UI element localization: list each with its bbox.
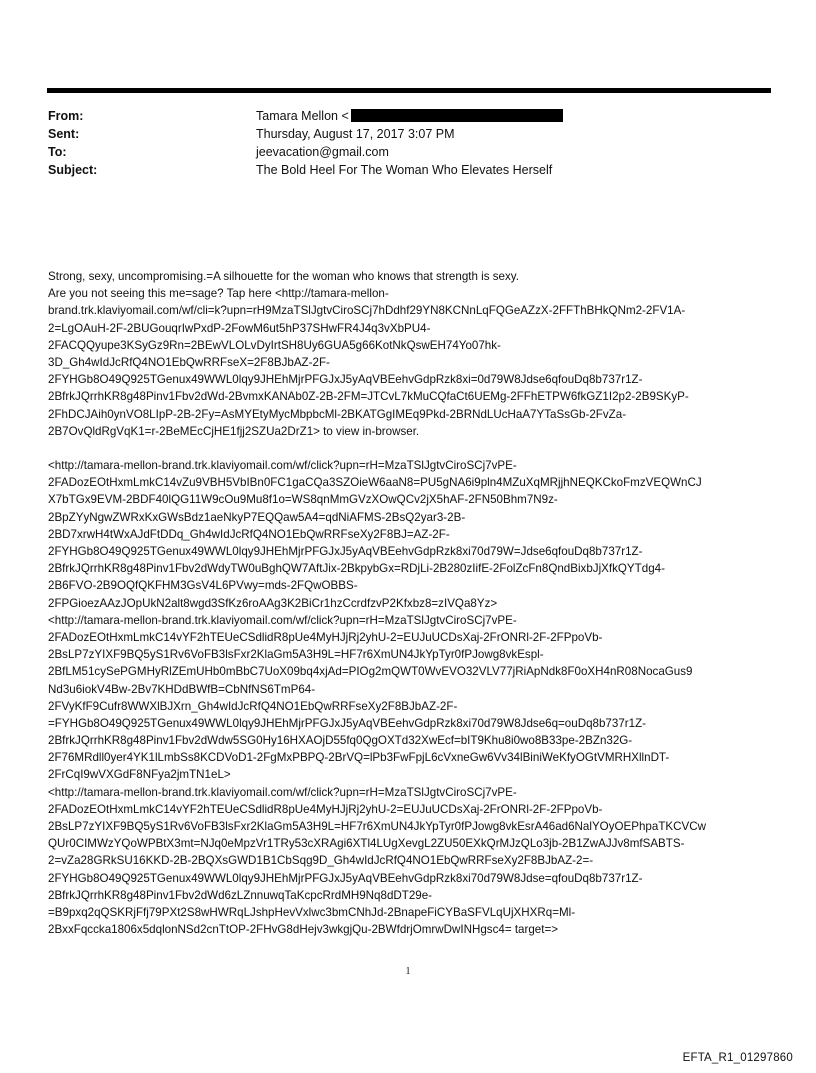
body-text-line: Strong, sexy, uncompromising.=A silhouette for the woman who knows that strength is sexy. — [48, 270, 519, 283]
sent-row — [48, 125, 768, 143]
body-text-line: 2BfrkJQrrhKR8g48Pinv1Fbv2dWd-2BvmxKANAb0Z-2B-2FM=JTCvL7kMuCQfaCt6UEMg-2FFhETPW6fkGZ1I2p2-2B9SKyP- — [48, 390, 689, 404]
body-text-line: =FYHGb8O49Q925TGenux49WWL0lqy9JHEhMjrPFGJxJ5yAqVBEehvGdpRzk8xi70d79W8Jdse6q=ouDq8b737r1Z- — [48, 716, 647, 730]
body-text-line: 2FYHGb8O49Q925TGenux49WWL0lqy9JHEhMjrPFGJxJ5yAqVBEehvGdpRzk8xi=0d79W8Jdse6qfouDq8b737r1Z- — [48, 373, 643, 387]
body-text-line: 3D_Gh4wIdJcRfQ4NO1EbQwRRFseX=2F8BJbAZ-2F- — [48, 355, 330, 369]
body-text-line: 2FPGioezAAzJOpUkN2alt8wgd3SfKz6roAAg3K2BiCr1hzCcrdfzvP2Kfxbz8=zIVQa8Yz> — [48, 596, 498, 610]
body-text-line: 2BfrkJQrrhKR8g48Pinv1Fbv2dWdyTW0uBghQW7AftJix-2BkpybGx=RDjLi-2B280zIifE-2FolZcFn8QndBixbJjXfkQYTdg4- — [48, 562, 665, 576]
from-name: Tamara Mellon < — [256, 109, 349, 123]
body-text-line: Nd3u6iokV4Bw-2Bv7KHDdBWfB=CbNfNS6TmP64- — [48, 682, 316, 696]
from-row — [48, 107, 768, 125]
to-label: To: — [48, 145, 67, 159]
body-text-line: brand.trk.klaviyomail.com/wf/cli=k?upn=rH9MzaTSlJgtvCiroSCj7hDdhf29YN8KCNnLqFQGeAZzX-2FFThBHkQNm2-2FV1A- — [48, 304, 686, 318]
body-text-line: 2FACQQyupe3KSyGz9Rn=2BEwVLOLvDyIrtSH8Uy6GUA5g66KotNkQswEH74Yo07hk- — [48, 338, 501, 352]
body-text-line: 2FADozEOtHxmLmkC14vYF2hTEUeCSdlidR8pUe4MyHJjRj2yhU-2=EUJuUCDsXaj-2FrONRl-2F-2FPpoVb- — [48, 630, 603, 644]
email-body — [48, 268, 772, 938]
body-text-line: X7bTGx9EVM-2BDF40lQG11W9cOu9Mu8f1o=WS8qnMmGVzXOwQCv2jX5hAF-2FN50Bhm7N9z- — [48, 493, 558, 507]
body-text-line: 2BfLM51cySePGMHyRlZEmUHb0mBbC7UoX09bq4xjAd=PIOg2mQWT0WvEVO32VLV77jRiApNdk8F0oXH4nR08NocaGus9 — [48, 665, 693, 679]
page-number: 1 — [405, 966, 411, 977]
sent-value: Thursday, August 17, 2017 3:07 PM — [256, 127, 455, 141]
from-value — [256, 107, 768, 125]
paragraph-gap — [48, 440, 772, 457]
email-header — [48, 107, 768, 179]
to-row — [48, 143, 768, 161]
body-text-line: 2=LgOAuH-2F-2BUGouqrIwPxdP-2FowM6ut5hP37SHwFR4J4q3vXbPU4- — [48, 321, 431, 335]
body-text-line: QUr0CIMWzYQoWPBtX3mt=NJq0eMpzVr1TRy53cXRAgi6XTl4LUgXevgL2ZU50EXkQrMJzQLo3jb-2B1ZwAJJv8mfSABTS- — [48, 837, 685, 851]
body-text-line: 2BD7xrwH4tWxAJdFtDDq_Gh4wIdJcRfQ4NO1EbQwRRFseXy2F8BJ=AZ-2F- — [48, 527, 450, 541]
body-text-line: 2BfrkJQrrhKR8g48Pinv1Fbv2dWdw5SG0Hy16HXAOjD55fq0QgOXTd32XwEcf=bIT9Khu8i0wo8B33pe-2BZn32G- — [48, 734, 633, 748]
document-id: EFTA_R1_01297860 — [682, 1052, 793, 1064]
body-text-line: 2BsLP7zYIXF9BQ5yS1Rv6VoFB3lsFxr2KlaGm5A3H9L=HF7r6XmUN4JkYpTyr0fPJowg8vkEspl- — [48, 648, 544, 662]
body-text-line: 2FADozEOtHxmLmkC14vZu9VBH5VbIBn0FC1gaCQa3SZOieW6aaN8=PU5gNA6i9pln4MZuXqMRjjhNEQKCkoFmzVEQWnCJ — [48, 476, 702, 490]
from-label: From: — [48, 109, 84, 123]
body-text-line: 2FYHGb8O49Q925TGenux49WWL0lqy9JHEhMjrPFGJxJ5yAqVBEehvGdpRzk8xi70d79W=Jdse6qfouDq8b737r1Z- — [48, 545, 643, 558]
body-text-line: 2F76MRdll0yer4YK1lLmbSs8KCDVoD1-2FgMxPBPQ-2BrVQ=lPb3FwFpjL6cVxneGw6Vv34lBiniWeKfyOGtVMRHXllnDT- — [48, 751, 670, 765]
body-text-line: 2BsLP7zYIXF9BQ5yS1Rv6VoFB3lsFxr2KlaGm5A3H9L=HF7r6XmUN4JkYpTyr0fPJowg8vkEsrA46ad6NalYOyOEPhpaTKCVCw — [48, 820, 706, 833]
body-text-line: 2B7OvQldRgVqK1=r-2BeMEcCjHE1fjj2SZUa2DrZ1> to view in-browser. — [48, 424, 420, 438]
subject-label: Subject: — [48, 163, 98, 177]
header-divider — [47, 88, 771, 93]
body-text-line: <http://tamara-mellon-brand.trk.klaviyomail.com/wf/click?upn=rH=MzaTSlJgtvCiroSCj7vPE- — [48, 785, 517, 799]
body-text-line: 2BxxFqccka1806x5dqlonNSd2cnTtOP-2FHvG8dHejv3wkgjQu-2BWfdrjOmrwDwINHgsc4= target=> — [48, 923, 559, 937]
body-text-line: 2FADozEOtHxmLmkC14vYF2hTEUeCSdlidR8pUe4MyHJjRj2yhU-2=EUJuUCDsXaj-2FrONRl-2F-2FPpoVb- — [48, 802, 603, 816]
body-text-line: <http://tamara-mellon-brand.trk.klaviyomail.com/wf/click?upn=rH=MzaTSlJgtvCiroSCj7vPE- — [48, 459, 517, 473]
body-text-line: 2FhDCJAih0ynVO8LIpP-2B-2Fy=AsMYEtyMycMbpbcMl-2BKATGgIMEq9Pkd-2BRNdLUcHaA7YTaSsGb-2FvZa- — [48, 407, 627, 421]
body-text-line: <http://tamara-mellon-brand.trk.klaviyomail.com/wf/click?upn=rH=MzaTSlJgtvCiroSCj7vPE- — [48, 613, 517, 627]
redaction-box — [351, 109, 563, 122]
body-text-line: Are you not seeing this me=sage? Tap here <http://tamara-mellon- — [48, 287, 389, 301]
subject-value: The Bold Heel For The Woman Who Elevates Herself — [256, 163, 553, 177]
body-text-line: 2BfrkJQrrhKR8g48Pinv1Fbv2dWd6zLZnnuwqTaKcpcRrdMH9Nq8dDT29e- — [48, 888, 433, 902]
subject-row — [48, 161, 768, 179]
body-text-line: 2FrCqI9wVXGdF8NFya2jmTN1eL> — [48, 768, 231, 782]
body-text-line: 2BpZYyNgwZWRxKxGWsBdz1aeNkyP7EQQaw5A4=qdNiAFMS-2BsQ2yar3-2B- — [48, 510, 466, 524]
to-value: jeevacation@gmail.com — [256, 145, 389, 159]
body-text-line: 2FYHGb8O49Q925TGenux49WWL0lqy9JHEhMjrPFGJxJ5yAqVBEehvGdpRzk8xi70d79W8Jdse=qfouDq8b737r1Z- — [48, 871, 643, 885]
link-paragraph — [48, 457, 772, 938]
body-text-line: =B9pxq2qQSKRjFfj79PXt2S8wHWRqLJshpHevVxlwc3bmCNhJd-2BnapeFiCYBaSFVLqUjXHXRq=Ml- — [48, 905, 576, 919]
body-text-line: 2=vZa28GRkSU16KKD-2B-2BQXsGWD1B1CbSqg9D_Gh4wIdJcRfQ4NO1EbQwRRFseXy2F8BJbAZ-2=- — [48, 854, 594, 868]
intro-paragraph — [48, 268, 772, 440]
sent-label: Sent: — [48, 127, 80, 141]
body-text-line: 2FVyKfF9Cufr8WWXlBJXrn_Gh4wIdJcRfQ4NO1EbQwRRFseXy2F8BJbAZ-2F- — [48, 699, 458, 713]
body-text-line: 2B6FVO-2B9OQfQKFHM3GsV4L6PVwy=mds-2FQwOBBS- — [48, 579, 358, 593]
